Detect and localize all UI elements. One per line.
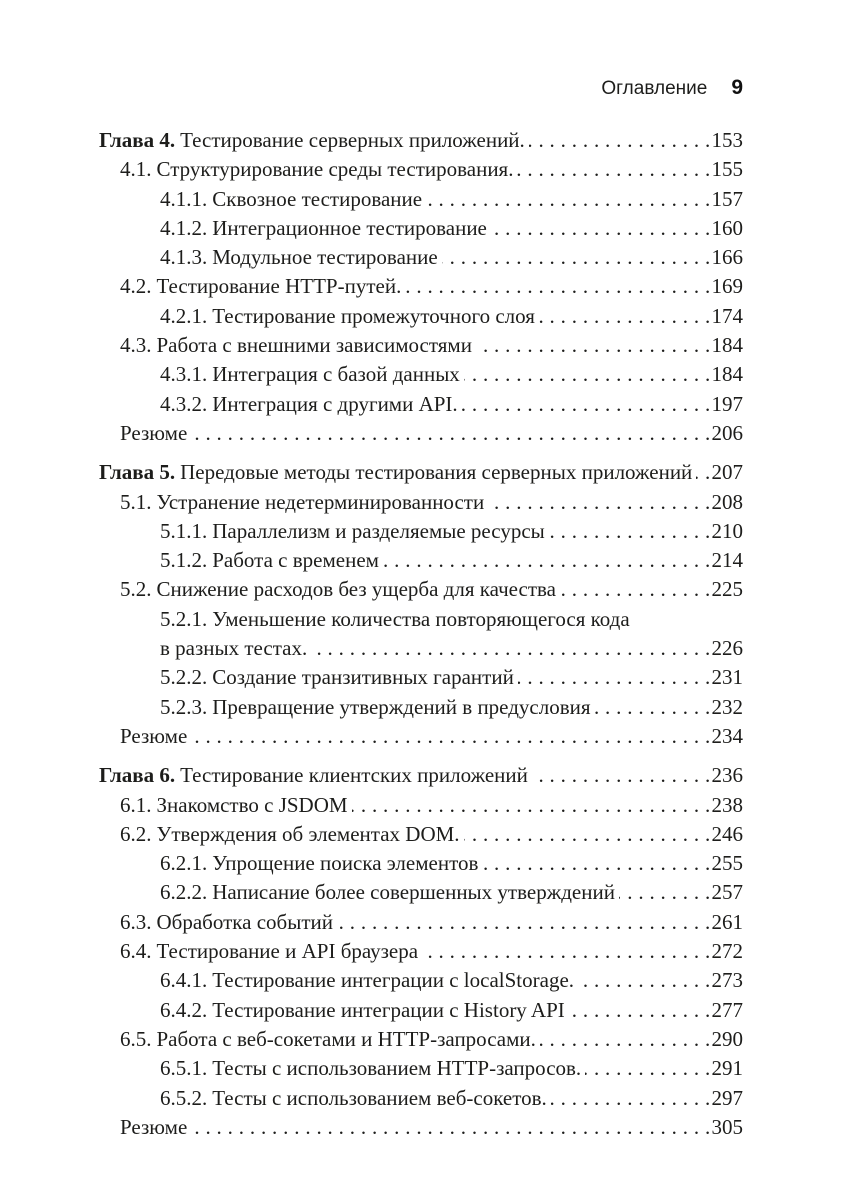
toc-entry-number: 6.1. [120,792,152,817]
toc-entry-title: Структурирование среды тестирования. [156,157,514,182]
toc-entry-page: 257 [711,880,743,905]
toc-entry-title: Работа с веб-сокетами и HTTP-запросами. [156,1026,536,1051]
toc-entry-title: Знакомство с JSDOM [156,792,348,817]
toc-entry-title: Тестирование HTTP-путей. [156,274,402,299]
toc-entry-number: 5.2.1. [160,606,208,631]
toc-entry-number: 6.5.2. [160,1085,208,1110]
toc-entry-title: Снижение расходов без ущерба для качества [156,577,556,602]
toc-entry [99,360,743,389]
toc-entry-page: 238 [711,792,743,817]
dot-leader [337,908,711,937]
toc-entry-number: Глава 4. [99,128,176,152]
dot-leader [191,419,710,448]
dot-leader [518,663,711,692]
dot-leader [311,634,710,663]
dot-leader [491,214,711,243]
dot-leader [517,155,710,184]
toc-entry-page: 272 [711,939,743,964]
toc-entry-title: Тестирование клиентских приложений [180,763,528,788]
toc-entry-title: Модульное тестирование [212,245,438,270]
toc-entry-number: 6.4.2. [160,997,208,1022]
toc-entry-number: 4.3. [120,333,152,358]
toc-entry [99,1113,743,1142]
toc-entry-number: 5.2.3. [160,694,208,719]
toc-entry-page: 169 [711,274,743,299]
toc-entry-page: 277 [711,997,743,1022]
dot-leader [488,488,710,517]
toc-entry-title: в разных тестах. [160,636,308,661]
toc-entry [99,214,743,243]
toc-entry-page: 273 [711,968,743,993]
toc-entry-page: 226 [711,636,743,661]
dot-leader [539,302,711,331]
dot-leader [569,996,711,1025]
toc-entry-title: Работа с временем [212,548,379,573]
toc-entry-title: Уменьшение количества повторяющегося кода [212,606,630,631]
dot-leader [191,722,710,751]
toc-entry-number: 4.2.1. [160,303,208,328]
toc-entry-title: Передовые методы тестирования серверных приложений [180,460,693,485]
toc-entry-page: 197 [711,391,743,416]
toc-entry-page: 297 [711,1085,743,1110]
dot-leader [549,517,711,546]
dot-leader [405,272,710,301]
toc-entry-page: 290 [711,1026,743,1051]
toc-entry [99,155,743,184]
toc-entry-page: 291 [711,1056,743,1081]
toc-entry [99,1025,743,1054]
toc-entry-page: 157 [711,186,743,211]
toc-entry-page: 174 [711,303,743,328]
toc-entry-number: 6.2. [120,821,152,846]
toc-entry-number: 4.1. [120,157,152,182]
page-number: 9 [731,76,743,99]
dot-leader [464,360,711,389]
toc-entry-number: 4.1.2. [160,215,208,240]
toc-entry [99,517,743,546]
toc-entry [99,243,743,272]
toc-entry-title: Работа с внешними зависимостями [156,333,472,358]
dot-leader [595,693,711,722]
toc-entry [99,331,743,360]
toc-entry-number: 5.1.2. [160,548,208,573]
toc-entry-title: Тестирование серверных приложений. [180,128,525,152]
toc-entry [99,693,743,722]
toc-entry-number: 5.1.1. [160,518,208,543]
toc-entry [99,1084,743,1113]
dot-leader [426,185,710,214]
toc-entry-title: Обработка событий [156,909,333,934]
toc-entry [99,419,743,448]
toc-entry-page: 184 [711,333,743,358]
toc-entry-page: 153 [711,128,743,152]
toc-entry-number: 5.2.2. [160,665,208,690]
toc-entry-title: Превращение утверждений в предусловия [212,694,591,719]
toc-entry-title: Резюме [120,1114,188,1139]
toc-entry [99,937,743,966]
toc-entry [99,761,743,790]
toc-entry-page: 207 [711,460,743,485]
toc-entry [99,575,743,604]
toc-entry-page: 166 [711,245,743,270]
dot-leader [462,390,711,419]
toc-entry-title: Интеграционное тестирование [212,215,487,240]
toc-entry-number: Глава 5. [99,460,176,485]
toc-list [99,126,743,1142]
toc-entry-title: Тестирование интеграции с localStorage. [212,968,575,993]
toc-entry-title: Тестирование интеграции с History API [212,997,565,1022]
toc-entry-title: Создание транзитивных гарантий [212,665,514,690]
toc-entry-title: Резюме [120,723,188,748]
toc-entry-number: 6.3. [120,909,152,934]
toc-entry-title: Сквозное тестирование [212,186,423,211]
toc-entry-page: 231 [711,665,743,690]
toc-entry-page: 155 [711,157,743,182]
toc-entry-number: 4.2. [120,274,152,299]
toc-entry-page: 160 [711,215,743,240]
toc-entry-title: Упрощение поиска элементов [212,851,479,876]
running-header [601,76,743,100]
toc-entry-page: 305 [711,1114,743,1139]
toc-entry-page: 234 [711,723,743,748]
dot-leader [540,1025,711,1054]
dot-leader [442,243,711,272]
toc-entry-page: 210 [711,518,743,543]
toc-entry-page: 225 [711,577,743,602]
toc-entry-number: 5.1. [120,489,152,514]
dot-leader [585,1054,710,1083]
toc-entry-title: Интеграция с базой данных [212,362,460,387]
toc-entry [99,820,743,849]
dot-leader [476,331,711,360]
dot-leader [551,1084,711,1113]
toc-entry-number: 6.4. [120,939,152,964]
toc-entry-number: 6.2.1. [160,851,208,876]
toc-entry-title: Параллелизм и разделяемые ресурсы [212,518,545,543]
toc-entry-page: 246 [711,821,743,846]
toc-entry-number: 4.1.1. [160,186,208,211]
toc-entry-page: 206 [711,420,743,445]
toc-entry-number: Глава 6. [99,763,176,788]
toc-entry [99,272,743,301]
toc-entry [99,302,743,331]
toc-entry [99,605,743,634]
toc-entry-title: Тестирование и API браузера [156,939,419,964]
toc-entry [99,546,743,575]
toc-entry [99,849,743,878]
toc-entry-number: 4.1.3. [160,245,208,270]
toc-entry [99,126,743,155]
dot-leader [578,966,710,995]
dot-leader [383,546,711,575]
toc-entry [99,791,743,820]
toc-entry [99,458,743,487]
toc-entry-page: 261 [711,909,743,934]
toc-entry [99,878,743,907]
toc-entry-title: Утверждения об элементах DOM. [156,821,460,846]
toc-entry [99,966,743,995]
dot-leader [619,878,711,907]
toc-entry-number: 6.4.1. [160,968,208,993]
toc-entry-title: Тесты с использованием HTTP-запросов. [212,1056,582,1081]
toc-entry [99,1054,743,1083]
toc-entry-title: Резюме [120,420,188,445]
toc-entry-title: Тестирование промежуточного слоя [212,303,535,328]
toc-entry-page: 255 [711,851,743,876]
dot-leader [191,1113,710,1142]
dot-leader [696,458,710,487]
dot-leader [352,791,711,820]
toc-entry-page: 232 [711,694,743,719]
dot-leader [529,126,711,155]
toc-entry-page: 184 [711,362,743,387]
toc-entry [99,634,743,663]
toc-entry-title: Написание более совершенных утверждений [212,880,615,905]
toc-entry-number: 4.3.1. [160,362,208,387]
toc-entry-page: 214 [711,548,743,573]
toc-entry-page: 236 [711,763,743,788]
dot-leader [422,937,710,966]
toc-entry-title: Устранение недетерминированности [156,489,485,514]
toc-entry-number: 6.5.1. [160,1056,208,1081]
toc-entry [99,722,743,751]
toc-entry-title: Тесты с использованием веб-сокетов. [212,1085,547,1110]
toc-entry-number: 5.2. [120,577,152,602]
running-header-title: Оглавление [601,78,708,99]
toc-entry-title: Интеграция с другими API. [212,391,458,416]
dot-leader [482,849,710,878]
toc-entry-number: 6.5. [120,1026,152,1051]
toc-entry [99,390,743,419]
toc-entry [99,185,743,214]
dot-leader [560,575,711,604]
dot-leader [464,820,711,849]
dot-leader [532,761,711,790]
toc-entry-page: 208 [711,489,743,514]
toc-entry-number: 4.3.2. [160,391,208,416]
toc-entry [99,663,743,692]
toc-entry [99,908,743,937]
toc-entry-number: 6.2.2. [160,880,208,905]
toc-entry [99,488,743,517]
toc-entry [99,996,743,1025]
